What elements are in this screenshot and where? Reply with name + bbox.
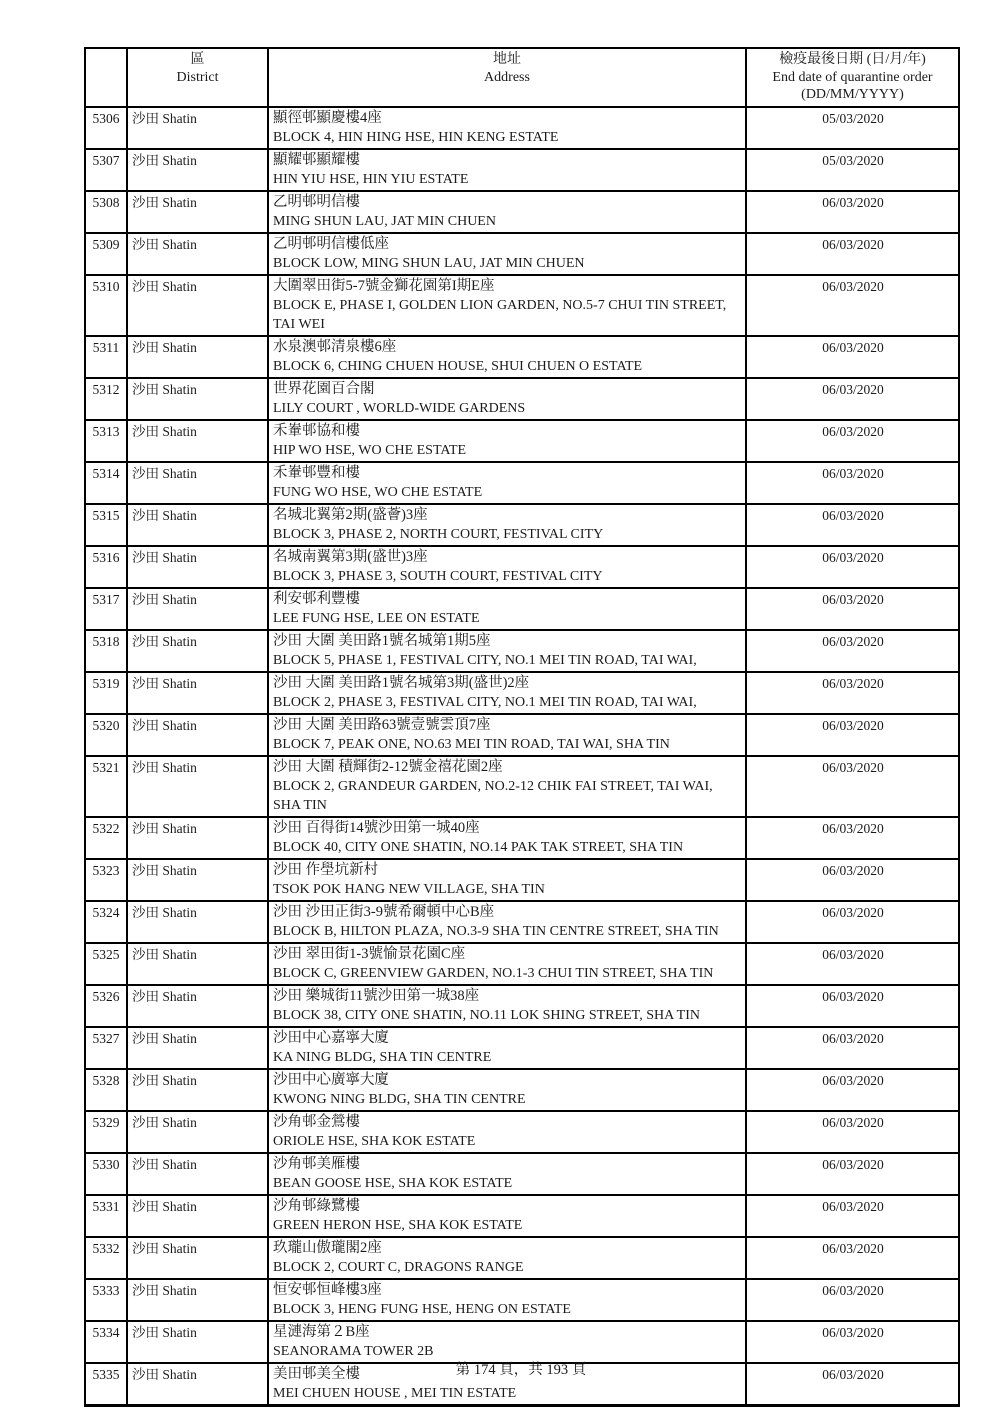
row-district: 沙田 Shatin bbox=[127, 1153, 268, 1195]
row-number: 5309 bbox=[85, 233, 127, 275]
row-address-en: BLOCK E, PHASE I, GOLDEN LION GARDEN, NO.5-7 CHUI TIN STREET, TAI WEI bbox=[273, 297, 727, 332]
header-row bbox=[85, 48, 959, 107]
row-date: 06/03/2020 bbox=[746, 817, 959, 859]
row-address bbox=[268, 1027, 746, 1069]
table-body bbox=[85, 107, 959, 1406]
row-address-en: BLOCK 5, PHASE 1, FESTIVAL CITY, NO.1 MEI TIN ROAD, TAI WAI, bbox=[273, 652, 697, 668]
row-number: 5317 bbox=[85, 588, 127, 630]
row-district: 沙田 Shatin bbox=[127, 859, 268, 901]
row-date: 06/03/2020 bbox=[746, 1279, 959, 1321]
row-address bbox=[268, 817, 746, 859]
header-cell-number bbox=[85, 48, 127, 107]
row-district: 沙田 Shatin bbox=[127, 336, 268, 378]
row-district: 沙田 Shatin bbox=[127, 504, 268, 546]
row-date: 06/03/2020 bbox=[746, 1153, 959, 1195]
table-row bbox=[85, 1195, 959, 1237]
header-date-en: End date of quarantine order bbox=[772, 69, 933, 85]
row-date: 06/03/2020 bbox=[746, 546, 959, 588]
row-date: 06/03/2020 bbox=[746, 1321, 959, 1363]
table-row bbox=[85, 378, 959, 420]
table-row bbox=[85, 1153, 959, 1195]
table-row bbox=[85, 817, 959, 859]
row-address-zh: 沙田 作壆坑新村 bbox=[273, 861, 379, 878]
row-district: 沙田 Shatin bbox=[127, 420, 268, 462]
row-address-en: KWONG NING BLDG, SHA TIN CENTRE bbox=[273, 1091, 526, 1107]
table-row bbox=[85, 714, 959, 756]
row-address-zh: 沙角邨美雁樓 bbox=[273, 1155, 360, 1172]
row-date: 06/03/2020 bbox=[746, 1111, 959, 1153]
table-row bbox=[85, 1111, 959, 1153]
row-number: 5312 bbox=[85, 378, 127, 420]
row-number: 5328 bbox=[85, 1069, 127, 1111]
row-date: 06/03/2020 bbox=[746, 336, 959, 378]
row-district: 沙田 Shatin bbox=[127, 588, 268, 630]
row-date: 06/03/2020 bbox=[746, 859, 959, 901]
row-address-zh: 沙田 大圍 美田路63號壹號雲頂7座 bbox=[273, 716, 491, 733]
table-row bbox=[85, 462, 959, 504]
row-number: 5327 bbox=[85, 1027, 127, 1069]
table-row bbox=[85, 672, 959, 714]
row-district: 沙田 Shatin bbox=[127, 817, 268, 859]
row-date: 06/03/2020 bbox=[746, 378, 959, 420]
row-district: 沙田 Shatin bbox=[127, 985, 268, 1027]
table-row bbox=[85, 233, 959, 275]
header-cell-district bbox=[127, 48, 268, 107]
row-address-en: BLOCK 3, HENG FUNG HSE, HENG ON ESTATE bbox=[273, 1301, 571, 1317]
row-address-zh: 恒安邨恒峰樓3座 bbox=[273, 1281, 382, 1298]
row-date: 06/03/2020 bbox=[746, 756, 959, 817]
row-address bbox=[268, 504, 746, 546]
row-address-zh: 世界花園百合閣 bbox=[273, 380, 375, 397]
row-number: 5316 bbox=[85, 546, 127, 588]
row-address-zh: 玖瓏山傲瓏閣2座 bbox=[273, 1239, 382, 1256]
row-number: 5306 bbox=[85, 107, 127, 149]
row-address-en: MEI CHUEN HOUSE , MEI TIN ESTATE bbox=[273, 1385, 517, 1401]
header-date-format: (DD/MM/YYYY) bbox=[801, 87, 904, 102]
table-row bbox=[85, 275, 959, 336]
row-address bbox=[268, 1321, 746, 1363]
row-district: 沙田 Shatin bbox=[127, 233, 268, 275]
row-address-zh: 大圍翠田街5-7號金獅花園第I期E座 bbox=[273, 277, 495, 294]
table-row bbox=[85, 149, 959, 191]
row-number: 5315 bbox=[85, 504, 127, 546]
row-date: 06/03/2020 bbox=[746, 672, 959, 714]
row-address-zh: 沙角邨綠鷺樓 bbox=[273, 1197, 360, 1214]
row-district: 沙田 Shatin bbox=[127, 1111, 268, 1153]
row-district: 沙田 Shatin bbox=[127, 630, 268, 672]
table-row bbox=[85, 1237, 959, 1279]
row-address-en: BLOCK 2, PHASE 3, FESTIVAL CITY, NO.1 MEI TIN ROAD, TAI WAI, bbox=[273, 694, 697, 710]
row-address bbox=[268, 233, 746, 275]
row-address-en: ORIOLE HSE, SHA KOK ESTATE bbox=[273, 1133, 476, 1149]
row-address bbox=[268, 943, 746, 985]
row-address-en: BLOCK 38, CITY ONE SHATIN, NO.11 LOK SHING STREET, SHA TIN bbox=[273, 1007, 700, 1023]
row-district: 沙田 Shatin bbox=[127, 714, 268, 756]
row-date: 06/03/2020 bbox=[746, 233, 959, 275]
row-address bbox=[268, 672, 746, 714]
row-date: 06/03/2020 bbox=[746, 630, 959, 672]
row-address bbox=[268, 859, 746, 901]
row-address-en: BLOCK B, HILTON PLAZA, NO.3-9 SHA TIN CENTRE STREET, SHA TIN bbox=[273, 923, 719, 939]
row-number: 5320 bbox=[85, 714, 127, 756]
row-date: 06/03/2020 bbox=[746, 588, 959, 630]
row-address bbox=[268, 756, 746, 817]
row-number: 5335 bbox=[85, 1363, 127, 1406]
row-address-zh: 沙田 大圍 美田路1號名城第3期(盛世)2座 bbox=[273, 674, 530, 691]
row-date: 06/03/2020 bbox=[746, 420, 959, 462]
row-date: 06/03/2020 bbox=[746, 275, 959, 336]
row-district: 沙田 Shatin bbox=[127, 1321, 268, 1363]
table-row bbox=[85, 756, 959, 817]
row-address bbox=[268, 985, 746, 1027]
row-district: 沙田 Shatin bbox=[127, 546, 268, 588]
row-district: 沙田 Shatin bbox=[127, 378, 268, 420]
row-address-en: BLOCK 2, GRANDEUR GARDEN, NO.2-12 CHIK FAI STREET, TAI WAI, SHA TIN bbox=[273, 778, 713, 813]
row-date: 06/03/2020 bbox=[746, 1363, 959, 1406]
row-address-en: BLOCK 6, CHING CHUEN HOUSE, SHUI CHUEN O ESTATE bbox=[273, 358, 643, 374]
row-number: 5324 bbox=[85, 901, 127, 943]
row-address-zh: 名城北翼第2期(盛薈)3座 bbox=[273, 506, 428, 523]
row-address-zh: 顯徑邨顯慶樓4座 bbox=[273, 109, 382, 126]
row-number: 5313 bbox=[85, 420, 127, 462]
row-address-zh: 沙角邨金鶯樓 bbox=[273, 1113, 360, 1130]
table-row bbox=[85, 420, 959, 462]
table-row bbox=[85, 630, 959, 672]
row-address-zh: 乙明邨明信樓 bbox=[273, 193, 360, 210]
table-row bbox=[85, 985, 959, 1027]
table-row bbox=[85, 336, 959, 378]
row-address bbox=[268, 275, 746, 336]
row-number: 5329 bbox=[85, 1111, 127, 1153]
row-number: 5334 bbox=[85, 1321, 127, 1363]
row-address bbox=[268, 378, 746, 420]
row-district: 沙田 Shatin bbox=[127, 1027, 268, 1069]
table-row bbox=[85, 107, 959, 149]
row-address-en: BLOCK C, GREENVIEW GARDEN, NO.1-3 CHUI TIN STREET, SHA TIN bbox=[273, 965, 714, 981]
table-row bbox=[85, 901, 959, 943]
row-date: 06/03/2020 bbox=[746, 504, 959, 546]
row-address-en: BEAN GOOSE HSE, SHA KOK ESTATE bbox=[273, 1175, 513, 1191]
row-address-zh: 禾輋邨豐和樓 bbox=[273, 464, 360, 481]
quarantine-table-container bbox=[84, 47, 958, 1407]
row-address bbox=[268, 901, 746, 943]
row-address bbox=[268, 1279, 746, 1321]
row-address-en: SEANORAMA TOWER 2B bbox=[273, 1343, 434, 1359]
table-row bbox=[85, 546, 959, 588]
row-address-zh: 沙田 沙田正街3-9號希爾頓中心B座 bbox=[273, 903, 495, 920]
row-address bbox=[268, 714, 746, 756]
row-address-en: LILY COURT , WORLD-WIDE GARDENS bbox=[273, 400, 526, 416]
row-address-zh: 利安邨利豐樓 bbox=[273, 590, 360, 607]
table-row bbox=[85, 588, 959, 630]
row-district: 沙田 Shatin bbox=[127, 462, 268, 504]
table-row bbox=[85, 1027, 959, 1069]
table-row bbox=[85, 191, 959, 233]
row-date: 06/03/2020 bbox=[746, 1069, 959, 1111]
row-district: 沙田 Shatin bbox=[127, 672, 268, 714]
row-address-en: BLOCK 3, PHASE 3, SOUTH COURT, FESTIVAL CITY bbox=[273, 568, 603, 584]
row-address bbox=[268, 336, 746, 378]
row-number: 5332 bbox=[85, 1237, 127, 1279]
header-address-zh: 地址 bbox=[493, 52, 521, 67]
row-address bbox=[268, 1195, 746, 1237]
row-number: 5318 bbox=[85, 630, 127, 672]
row-district: 沙田 Shatin bbox=[127, 107, 268, 149]
row-address-zh: 沙田中心嘉寧大廈 bbox=[273, 1029, 389, 1046]
row-district: 沙田 Shatin bbox=[127, 1069, 268, 1111]
row-address-en: BLOCK 2, COURT C, DRAGONS RANGE bbox=[273, 1259, 524, 1275]
row-number: 5333 bbox=[85, 1279, 127, 1321]
row-number: 5325 bbox=[85, 943, 127, 985]
row-address-en: BLOCK LOW, MING SHUN LAU, JAT MIN CHUEN bbox=[273, 255, 585, 271]
row-address-zh: 水泉澳邨清泉樓6座 bbox=[273, 338, 397, 355]
row-address bbox=[268, 1237, 746, 1279]
row-address bbox=[268, 546, 746, 588]
row-number: 5326 bbox=[85, 985, 127, 1027]
header-address-en: Address bbox=[484, 69, 530, 85]
row-address-en: BLOCK 40, CITY ONE SHATIN, NO.14 PAK TAK STREET, SHA TIN bbox=[273, 839, 684, 855]
row-address bbox=[268, 420, 746, 462]
row-address-en: HIP WO HSE, WO CHE ESTATE bbox=[273, 442, 467, 458]
row-address bbox=[268, 191, 746, 233]
row-address-zh: 顯耀邨顯耀樓 bbox=[273, 151, 360, 168]
table-row bbox=[85, 1321, 959, 1363]
row-number: 5330 bbox=[85, 1153, 127, 1195]
row-district: 沙田 Shatin bbox=[127, 149, 268, 191]
row-date: 06/03/2020 bbox=[746, 1027, 959, 1069]
row-address-zh: 沙田 樂城街11號沙田第一城38座 bbox=[273, 987, 480, 1004]
row-address-en: HIN YIU HSE, HIN YIU ESTATE bbox=[273, 171, 469, 187]
row-address-zh: 乙明邨明信樓低座 bbox=[273, 235, 389, 252]
row-district: 沙田 Shatin bbox=[127, 191, 268, 233]
row-district: 沙田 Shatin bbox=[127, 1363, 268, 1406]
row-date: 06/03/2020 bbox=[746, 1195, 959, 1237]
row-address bbox=[268, 588, 746, 630]
row-address-en: KA NING BLDG, SHA TIN CENTRE bbox=[273, 1049, 492, 1065]
header-cell-date bbox=[746, 48, 959, 107]
row-date: 06/03/2020 bbox=[746, 191, 959, 233]
row-number: 5331 bbox=[85, 1195, 127, 1237]
row-address-zh: 美田邨美全樓 bbox=[273, 1365, 360, 1382]
row-address bbox=[268, 1069, 746, 1111]
row-date: 06/03/2020 bbox=[746, 901, 959, 943]
row-address-en: TSOK POK HANG NEW VILLAGE, SHA TIN bbox=[273, 881, 545, 897]
row-address-en: BLOCK 3, PHASE 2, NORTH COURT, FESTIVAL CITY bbox=[273, 526, 604, 542]
row-address-zh: 禾輋邨協和樓 bbox=[273, 422, 360, 439]
row-date: 06/03/2020 bbox=[746, 1237, 959, 1279]
row-date: 06/03/2020 bbox=[746, 943, 959, 985]
header-district-zh: 區 bbox=[190, 52, 205, 67]
row-address bbox=[268, 1111, 746, 1153]
row-district: 沙田 Shatin bbox=[127, 1195, 268, 1237]
row-district: 沙田 Shatin bbox=[127, 1279, 268, 1321]
row-address-en: MING SHUN LAU, JAT MIN CHUEN bbox=[273, 213, 496, 229]
row-date: 06/03/2020 bbox=[746, 714, 959, 756]
row-address bbox=[268, 107, 746, 149]
row-address-en: FUNG WO HSE, WO CHE ESTATE bbox=[273, 484, 483, 500]
row-district: 沙田 Shatin bbox=[127, 1237, 268, 1279]
row-number: 5319 bbox=[85, 672, 127, 714]
row-address bbox=[268, 462, 746, 504]
row-number: 5322 bbox=[85, 817, 127, 859]
row-address-zh: 沙田 百得街14號沙田第一城40座 bbox=[273, 819, 480, 836]
row-address-zh: 星漣海第２B座 bbox=[273, 1323, 370, 1340]
row-district: 沙田 Shatin bbox=[127, 756, 268, 817]
row-number: 5310 bbox=[85, 275, 127, 336]
header-date-zh: 檢疫最後日期 (日/月/年) bbox=[779, 52, 926, 67]
row-address-en: BLOCK 4, HIN HING HSE, HIN KENG ESTATE bbox=[273, 129, 559, 145]
table-header bbox=[85, 48, 959, 107]
row-address-en: BLOCK 7, PEAK ONE, NO.63 MEI TIN ROAD, TAI WAI, SHA TIN bbox=[273, 736, 670, 752]
row-district: 沙田 Shatin bbox=[127, 275, 268, 336]
row-number: 5323 bbox=[85, 859, 127, 901]
row-number: 5307 bbox=[85, 149, 127, 191]
row-date: 06/03/2020 bbox=[746, 462, 959, 504]
row-number: 5314 bbox=[85, 462, 127, 504]
page-number-footer: 第 174 頁，共 193 頁 bbox=[455, 1362, 587, 1378]
row-address-zh: 沙田 大圍 美田路1號名城第1期5座 bbox=[273, 632, 491, 649]
row-number: 5321 bbox=[85, 756, 127, 817]
row-address bbox=[268, 630, 746, 672]
header-district-en: District bbox=[176, 69, 219, 85]
row-address-zh: 沙田 翠田街1-3號愉景花園C座 bbox=[273, 945, 466, 962]
row-address bbox=[268, 1153, 746, 1195]
row-address-zh: 沙田中心廣寧大廈 bbox=[273, 1071, 389, 1088]
row-address-en: GREEN HERON HSE, SHA KOK ESTATE bbox=[273, 1217, 523, 1233]
row-number: 5311 bbox=[85, 336, 127, 378]
row-address-zh: 沙田 大圍 積輝街2-12號金禧花園2座 bbox=[273, 758, 503, 775]
row-address-zh: 名城南翼第3期(盛世)3座 bbox=[273, 548, 428, 565]
row-number: 5308 bbox=[85, 191, 127, 233]
row-date: 05/03/2020 bbox=[746, 149, 959, 191]
table-row bbox=[85, 943, 959, 985]
row-district: 沙田 Shatin bbox=[127, 901, 268, 943]
row-date: 06/03/2020 bbox=[746, 985, 959, 1027]
row-address-en: LEE FUNG HSE, LEE ON ESTATE bbox=[273, 610, 480, 626]
table-row bbox=[85, 1279, 959, 1321]
header-cell-address bbox=[268, 48, 746, 107]
row-address bbox=[268, 149, 746, 191]
table-row bbox=[85, 504, 959, 546]
table-row bbox=[85, 859, 959, 901]
table-row bbox=[85, 1069, 959, 1111]
quarantine-order-table bbox=[84, 47, 960, 1407]
row-district: 沙田 Shatin bbox=[127, 943, 268, 985]
row-date: 05/03/2020 bbox=[746, 107, 959, 149]
